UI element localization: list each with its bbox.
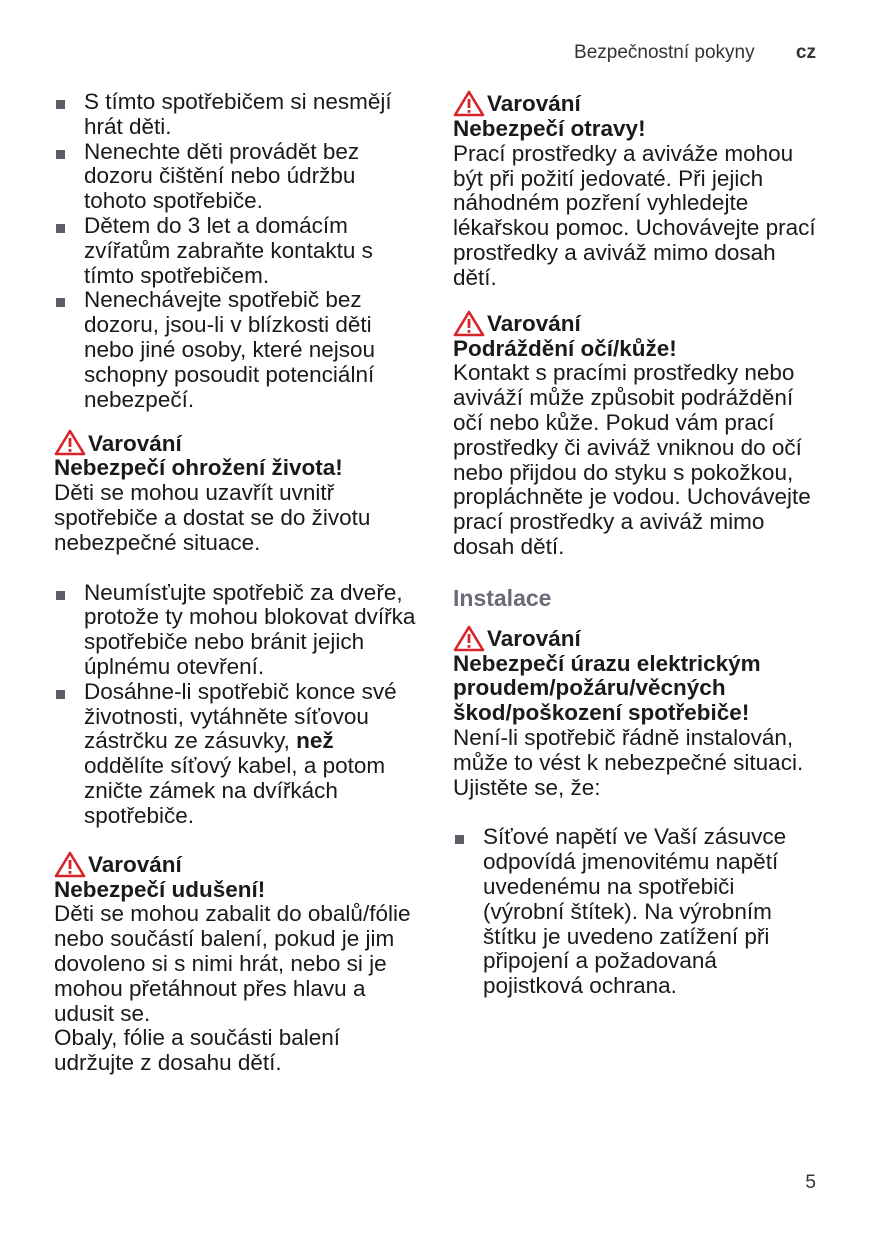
warning-title: Podráždění očí/kůže! — [453, 335, 677, 361]
header-title: Bezpečnostní pokyny — [574, 42, 755, 63]
warning-label: Varování — [88, 851, 182, 877]
warning-body: Prací prostředky a aviváže mohou být při požití jedovaté. Při jejich náhodném pozření vyhledejte lékařskou pomoc. Uchovávejte prací prostředky a aviváž mimo dosah dětí. — [453, 140, 816, 290]
warning-title: Nebezpečí ohrožení života! — [54, 455, 343, 481]
list-item: S tímto spotřebičem si nesmějí hrát děti. — [54, 90, 416, 140]
left-column — [54, 90, 416, 1076]
child-safety-list — [54, 90, 416, 412]
warning-heading — [453, 625, 818, 652]
warning-body: Kontakt s pracími prostředky nebo aviváží může způsobit podráždění očí nebo kůže. Pokud vám prací prostředky či aviváž vniknou do očí nebo přijdou do styku s pokožkou, propláchněte je vodou. Uchovávejte prací prostředky a aviváž mimo dosah dětí. — [453, 360, 811, 559]
warning-block-irritation — [453, 310, 818, 560]
warning-label: Varování — [487, 91, 581, 117]
warning-triangle-icon — [54, 851, 86, 878]
warning-heading — [453, 90, 818, 117]
warning-block-life — [54, 429, 416, 555]
warning-triangle-icon — [453, 310, 485, 337]
warning-body: Obaly, fólie a součásti balení udržujte z dosahu dětí. — [54, 1025, 340, 1076]
section-heading-installation: Instalace — [453, 584, 552, 611]
installation-check-list — [453, 825, 818, 999]
warning-heading — [453, 310, 818, 337]
warning-label: Varování — [88, 430, 182, 456]
warning-body: Děti se mohou uzavřít uvnitř spotřebiče a dostat se do životu nebezpečné situace. — [54, 480, 371, 555]
warning-body: Děti se mohou zabalit do obalů/fólie nebo součástí balení, pokud je jim dovoleno si s nimi hrát, nebo si je mohou přetáhnout přes hlavu a udusit se. — [54, 901, 411, 1026]
list-item: Nenechávejte spotřebič bez dozoru, jsou-li v blízkosti děti nebo jiné osoby, které nejsou schopny posoudit potenciální nebezpečí. — [54, 288, 416, 412]
list-item: Dětem do 3 let a domácím zvířatům zabraňte kontaktu s tímto spotřebičem. — [54, 214, 416, 288]
warning-body: Není-li spotřebič řádně instalován, může to vést k nebezpečné situaci. Ujistěte se, že: — [453, 724, 804, 800]
warning-block-suffocation — [54, 851, 416, 1076]
warning-triangle-icon — [453, 90, 485, 117]
list-item: Síťové napětí ve Vaší zásuvce odpovídá jmenovitému napětí uvedenému na spotřebiči (výrobní štítek). Na výrobním štítku je uvedeno zatížení při připojení a požadovaná pojistková ochrana. — [453, 825, 818, 999]
warning-block-electrical — [453, 625, 818, 801]
warning-triangle-icon — [54, 429, 86, 456]
emphasis: než — [296, 728, 334, 754]
warning-block-poisoning — [453, 90, 818, 291]
warning-label: Varování — [487, 625, 581, 651]
right-column — [453, 90, 818, 999]
page-number: 5 — [805, 1172, 816, 1193]
list-item: Neumísťujte spotřebič za dveře, protože ty mohou blokovat dvířka spotřebiče nebo bránit jejich úplnému otevření. — [54, 581, 416, 680]
header-language: cz — [795, 42, 816, 63]
running-header — [574, 42, 816, 64]
warning-heading — [54, 851, 416, 878]
warning-title: Nebezpečí udušení! — [54, 876, 266, 902]
list-item: Nenechte děti provádět bez dozoru čištění nebo údržbu tohoto spotřebiče. — [54, 140, 416, 214]
warning-triangle-icon — [453, 625, 485, 652]
list-item-text: oddělíte síťový kabel, a potom zničte zámek na dvířkách spotřebiče. — [84, 753, 386, 828]
list-item — [54, 680, 416, 829]
warning-title: Nebezpečí otravy! — [453, 116, 646, 141]
warning-heading — [54, 429, 416, 456]
warning-title: Nebezpečí úrazu elektrickým proudem/požáru/věcných škod/poškození spotřebiče! — [453, 650, 761, 726]
list-item-text: Dosáhne-li spotřebič konce své životnosti, vytáhněte síťovou zástrčku ze zásuvky, — [84, 678, 397, 754]
door-safety-list — [54, 581, 416, 829]
warning-label: Varování — [487, 310, 581, 336]
